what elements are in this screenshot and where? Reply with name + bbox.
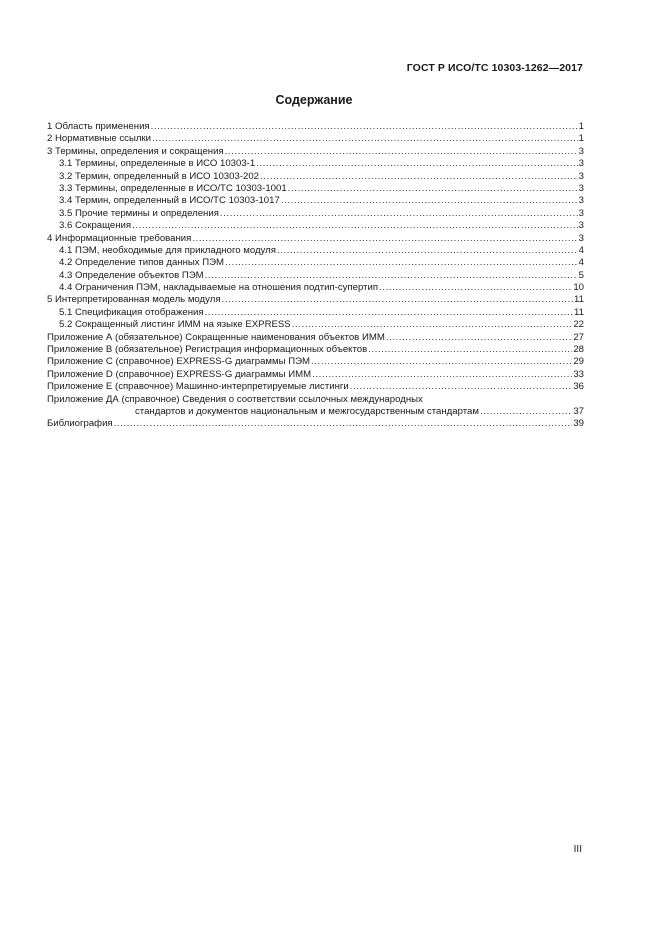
table-of-contents <box>47 121 584 431</box>
toc-entry[interactable] <box>47 319 584 331</box>
toc-entry[interactable] <box>47 294 584 306</box>
toc-entry[interactable] <box>47 369 584 381</box>
toc-entry-label: Библиография <box>47 418 113 430</box>
toc-leader <box>288 183 578 195</box>
toc-entry-page: 33 <box>573 368 584 380</box>
toc-entry[interactable] <box>47 381 584 393</box>
toc-leader <box>132 220 578 232</box>
toc-entry-label: 4 Информационные требования <box>47 232 192 244</box>
toc-leader <box>281 195 578 207</box>
toc-leader <box>225 146 578 158</box>
toc-leader <box>222 294 573 306</box>
toc-entry-page: 11 <box>574 294 584 306</box>
toc-entry-label: 5.1 Спецификация отображения <box>59 306 204 318</box>
toc-entry-page: 3 <box>578 232 584 244</box>
toc-leader <box>152 133 578 145</box>
toc-entry[interactable] <box>47 183 584 195</box>
toc-entry-page: 1 <box>578 121 584 132</box>
toc-entry[interactable] <box>47 208 584 220</box>
toc-entry[interactable] <box>47 195 584 207</box>
toc-leader <box>277 245 578 257</box>
toc-entry[interactable] <box>47 158 584 170</box>
toc-leader <box>205 270 578 282</box>
toc-entry-label-continuation: стандартов и документов национальным и межгосударственным стандартам <box>135 405 479 417</box>
toc-entry-label: Приложение А (обязательное) Сокращенные наименования объектов ИММ <box>47 331 385 343</box>
toc-entry-page: 3 <box>578 220 584 232</box>
toc-entry[interactable] <box>47 344 584 356</box>
toc-leader <box>192 233 577 245</box>
toc-leader <box>368 344 572 356</box>
toc-entry-label: 1 Область применения <box>47 121 150 132</box>
toc-entry-label: 4.3 Определение объектов ПЭМ <box>59 269 204 281</box>
toc-entry-label: 3.5 Прочие термины и определения <box>59 207 219 219</box>
toc-entry-label: Приложение В (обязательное) Регистрация информационных объектов <box>47 344 368 356</box>
toc-entry-label: Приложение Е (справочное) Машинно-интерпретируемые листинги <box>47 381 349 393</box>
toc-entry-label: 4.4 Ограничения ПЭМ, накладываемые на отношения подтип-супертип <box>59 282 379 294</box>
toc-entry-page: 27 <box>573 331 584 343</box>
toc-entry-label: 3.2 Термин, определенный в ИСО 10303-202 <box>59 170 260 182</box>
toc-entry[interactable] <box>47 220 584 232</box>
toc-entry-page: 3 <box>578 170 584 182</box>
toc-entry-page: 4 <box>578 257 584 269</box>
toc-entry-page: 36 <box>573 381 584 393</box>
toc-entry[interactable] <box>47 282 584 294</box>
toc-entry-page: 29 <box>573 356 584 368</box>
toc-entry-page: 39 <box>573 418 584 430</box>
toc-entry-page: 3 <box>578 195 584 207</box>
toc-entry[interactable] <box>47 307 584 319</box>
toc-entry-label: 4.2 Определение типов данных ПЭМ <box>59 257 225 269</box>
toc-entry-label: 3.3 Термины, определенные в ИСО/ТС 10303-1001 <box>59 182 287 194</box>
toc-entry-page: 3 <box>578 158 584 170</box>
toc-entry[interactable] <box>47 133 584 145</box>
toc-entry[interactable] <box>47 171 584 183</box>
toc-title: Содержание <box>275 93 353 107</box>
toc-leader <box>480 406 572 418</box>
toc-entry-label: 3 Термины, определения и сокращения <box>47 145 224 157</box>
toc-entry-page: 1 <box>578 133 584 145</box>
toc-leader <box>350 381 573 393</box>
toc-entry-label: 3.6 Сокращения <box>59 220 132 232</box>
toc-entry-page: 3 <box>578 207 584 219</box>
page-number: III <box>573 844 582 855</box>
toc-entry-page: 22 <box>573 319 584 331</box>
toc-leader <box>151 121 578 133</box>
toc-entry[interactable] <box>47 233 584 245</box>
toc-entry-label: Приложение С (справочное) EXPRESS-G диаграммы ПЭМ <box>47 356 310 368</box>
page-header: ГОСТ Р ИСО/ТС 10303-1262—2017 <box>406 62 583 74</box>
toc-entry[interactable] <box>47 121 584 133</box>
toc-entry[interactable] <box>47 270 584 282</box>
toc-entry-label: 3.1 Термины, определенные в ИСО 10303-1 <box>59 158 256 170</box>
toc-entry-label: 3.4 Термин, определенный в ИСО/ТС 10303-1017 <box>59 195 280 207</box>
toc-entry-page: 5 <box>578 269 584 281</box>
toc-entry[interactable] <box>47 146 584 158</box>
toc-leader <box>312 369 572 381</box>
toc-entry-label: 5.2 Сокращенный листинг ИММ на языке EXPRESS <box>59 319 291 331</box>
toc-entry-page: 10 <box>573 282 584 294</box>
toc-entry-appendix-da[interactable] <box>47 394 584 419</box>
toc-entry-label: Приложение ДА (справочное) Сведения о соответствии ссылочных международных <box>47 393 423 405</box>
toc-entry-label: 4.1 ПЭМ, необходимые для прикладного модуля <box>59 244 276 256</box>
toc-leader <box>260 171 578 183</box>
toc-entry-page: 28 <box>573 344 584 356</box>
toc-entry-page: 4 <box>578 244 584 256</box>
toc-entry[interactable] <box>47 332 584 344</box>
toc-entry-bibliography[interactable] <box>47 418 584 430</box>
toc-entry-label: 2 Нормативные ссылки <box>47 133 152 145</box>
toc-entry-label: Приложение D (справочное) EXPRESS-G диаграммы ИММ <box>47 368 312 380</box>
toc-leader <box>386 332 573 344</box>
toc-entry[interactable] <box>47 245 584 257</box>
toc-leader <box>114 418 573 430</box>
toc-leader <box>225 257 578 269</box>
toc-entry-page: 11 <box>574 306 584 318</box>
toc-entry[interactable] <box>47 257 584 269</box>
toc-leader <box>379 282 572 294</box>
toc-leader <box>220 208 578 220</box>
toc-entry-page: 3 <box>578 145 584 157</box>
toc-leader <box>311 356 572 368</box>
toc-entry[interactable] <box>47 356 584 368</box>
toc-entry-page: 3 <box>578 182 584 194</box>
toc-leader <box>256 158 577 170</box>
toc-leader <box>292 319 573 331</box>
toc-entry-label: 5 Интерпретированная модель модуля <box>47 294 221 306</box>
toc-entry-page: 37 <box>573 405 584 417</box>
toc-leader <box>205 307 573 319</box>
